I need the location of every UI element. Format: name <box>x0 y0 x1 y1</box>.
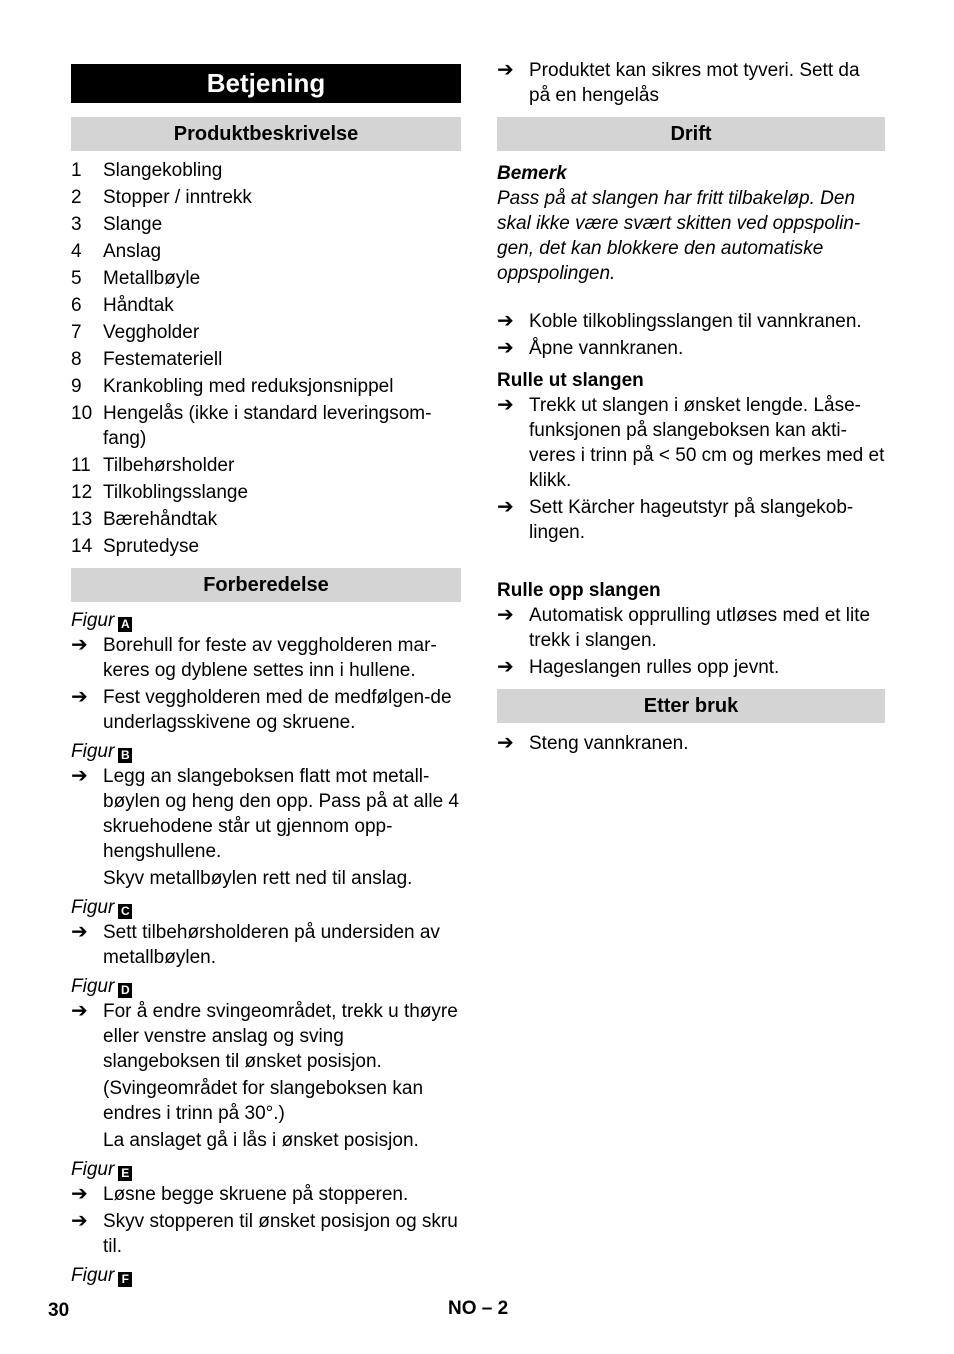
parts-list-item <box>71 158 461 183</box>
list-item: ➔ Sett Kärcher hageutstyr på slangekob-lingen. <box>497 496 854 543</box>
figure-badge-a: A <box>118 617 132 632</box>
list-item: ➔ Løsne begge skruene på stopperen. <box>71 1183 409 1205</box>
item-label: Bærehåndtak <box>103 509 218 530</box>
arrow-right-icon: ➔ <box>497 732 514 754</box>
list-item: ➔ Fest veggholderen med de medfølgen-de underlagsskivene og skruene. <box>71 686 452 733</box>
arrow-right-icon: ➔ <box>71 765 88 787</box>
item-label: Stopper / inntrekk <box>103 187 252 208</box>
item-label: Metallbøyle <box>103 268 201 289</box>
right-column <box>497 58 885 758</box>
parts-list-item <box>71 534 461 559</box>
language-page-label: NO – 2 <box>448 1298 509 1319</box>
section-heading-drift: Drift <box>497 117 885 151</box>
page-number: 30 <box>48 1300 70 1321</box>
figure-badge-c: C <box>118 904 132 919</box>
arrow-right-icon: ➔ <box>497 496 514 518</box>
figure-badge-b: B <box>118 748 132 763</box>
item-label: Anslag <box>103 241 162 262</box>
parts-list-item <box>71 212 461 237</box>
arrow-right-icon: ➔ <box>497 394 514 416</box>
list-item: ➔ Automatisk opprulling utløses med et lite trekk i slangen. <box>497 604 871 651</box>
parts-list-item <box>71 239 461 264</box>
parts-list-item <box>71 185 461 210</box>
list-item: ➔ Steng vannkranen. <box>497 732 689 754</box>
instruction-note: Skyv metallbøylen rett ned til anslag. <box>103 868 413 889</box>
item-label: Slangekobling <box>103 160 223 181</box>
left-column <box>71 58 461 1288</box>
arrow-right-icon: ➔ <box>497 656 514 678</box>
item-number: 3 <box>71 214 82 235</box>
arrow-right-icon: ➔ <box>71 686 88 708</box>
item-number: 14 <box>71 536 93 557</box>
arrow-right-icon: ➔ <box>497 310 514 332</box>
arrow-right-icon: ➔ <box>71 634 88 656</box>
figure-badge-d: D <box>118 983 132 998</box>
item-number: 12 <box>71 482 93 503</box>
item-number: 6 <box>71 295 82 316</box>
section-heading-forberedelse: Forberedelse <box>71 568 461 602</box>
parts-list-item <box>71 401 461 451</box>
item-label: Tilkoblingsslange <box>103 482 249 503</box>
list-item: ➔ Borehull for feste av veggholderen mar-keres og dyblene settes inn i hullene. <box>71 634 437 681</box>
item-label: Slange <box>103 214 163 235</box>
list-item: ➔ Trekk ut slangen i ønsket lengde. Låse-funksjonen på slangeboksen kan akti-veres i trinn på < 50 cm og merkes med et klikk. <box>497 394 885 491</box>
parts-list-item <box>71 347 461 372</box>
parts-list-item <box>71 293 461 318</box>
list-item: ➔ Skyv stopperen til ønsket posisjon og skru til. <box>71 1210 458 1257</box>
subheading-rulle-ut: Rulle ut slangen <box>497 370 644 391</box>
item-number: 11 <box>71 455 91 476</box>
arrow-right-icon: ➔ <box>497 604 514 626</box>
figure-ref-c: Figur C <box>71 895 461 920</box>
item-label: Håndtak <box>103 295 174 316</box>
item-label: Tilbehørsholder <box>103 455 235 476</box>
figure-ref-d: Figur D <box>71 974 461 999</box>
figure-ref-f: Figur F <box>71 1263 461 1288</box>
item-number: 1 <box>71 160 82 181</box>
parts-list-item <box>71 507 461 532</box>
instruction-note: (Svingeområdet for slangeboksen kan endres i trinn på 30°.) <box>103 1078 424 1124</box>
item-number: 2 <box>71 187 82 208</box>
parts-list-item <box>71 374 461 399</box>
item-label: Veggholder <box>103 322 200 343</box>
parts-list <box>71 158 461 559</box>
item-number: 13 <box>71 509 93 530</box>
note-title: Bemerk <box>497 163 567 184</box>
arrow-right-icon: ➔ <box>71 1000 88 1022</box>
instruction-note: La anslaget gå i lås i ønsket posisjon. <box>103 1130 419 1151</box>
figure-ref-a: Figur A <box>71 608 461 633</box>
figure-ref-b: Figur B <box>71 739 461 764</box>
item-number: 8 <box>71 349 82 370</box>
list-item: ➔ Koble tilkoblingsslangen til vannkranen. <box>497 310 862 332</box>
item-label: Sprutedyse <box>103 536 200 557</box>
section-heading-etter-bruk: Etter bruk <box>497 689 885 723</box>
figure-badge-e: E <box>118 1166 132 1181</box>
list-item: ➔ For å endre svingeområdet, trekk u thøyre eller venstre anslag og sving slangeboksen til ønsket posisjon. <box>71 1000 458 1072</box>
figure-ref-e: Figur E <box>71 1157 461 1182</box>
arrow-right-icon: ➔ <box>497 337 514 359</box>
figure-badge-f: F <box>118 1272 132 1287</box>
list-item: ➔ Hageslangen rulles opp jevnt. <box>497 656 780 678</box>
item-number: 10 <box>71 403 93 424</box>
item-label: Krankobling med reduksjonsnippel <box>103 376 394 397</box>
item-number: 9 <box>71 376 82 397</box>
parts-list-item <box>71 453 461 478</box>
parts-list-item <box>71 320 461 345</box>
item-number: 7 <box>71 322 82 343</box>
arrow-right-icon: ➔ <box>71 1210 88 1232</box>
item-number: 4 <box>71 241 82 262</box>
item-number: 5 <box>71 268 82 289</box>
item-label: Hengelås (ikke i standard leveringsom-fang) <box>103 403 432 449</box>
list-item: ➔ Sett tilbehørsholderen på undersiden av metallbøylen. <box>71 921 440 968</box>
arrow-right-icon: ➔ <box>71 921 88 943</box>
arrow-right-icon: ➔ <box>71 1183 88 1205</box>
note-text: Pass på at slangen har fritt tilbakeløp. Den skal ikke være svært skitten ved oppspolin-gen, det kan blokkere den automatiske oppspolingen. <box>497 188 861 284</box>
page-title: Betjening <box>71 64 461 103</box>
parts-list-item <box>71 266 461 291</box>
section-heading-produktbeskrivelse: Produktbeskrivelse <box>71 117 461 151</box>
parts-list-item <box>71 480 461 505</box>
list-item: ➔ Åpne vannkranen. <box>497 337 684 359</box>
subheading-rulle-opp: Rulle opp slangen <box>497 580 661 601</box>
arrow-right-icon: ➔ <box>497 59 514 81</box>
list-item: ➔ Legg an slangeboksen flatt mot metall-bøylen og heng den opp. Pass på at alle 4 skruehodene står ut gjennom opp-hengshullene. <box>71 765 459 862</box>
item-label: Festemateriell <box>103 349 223 370</box>
list-item: ➔ Produktet kan sikres mot tyveri. Sett da på en hengelås <box>497 59 860 106</box>
